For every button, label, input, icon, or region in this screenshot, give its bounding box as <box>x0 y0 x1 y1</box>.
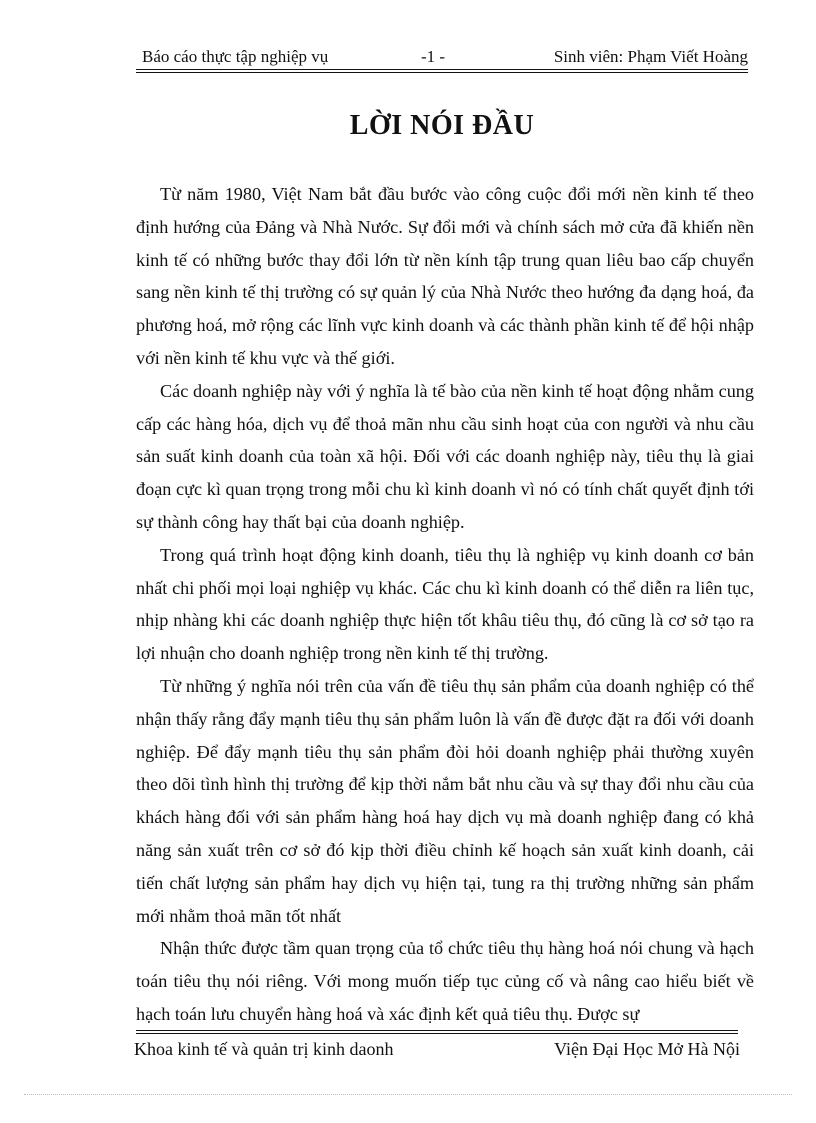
header-rule-secondary <box>136 72 748 73</box>
paragraph: Từ năm 1980, Việt Nam bắt đầu bước vào công cuộc đổi mới nền kinh tế theo định hướng của Đảng và Nhà Nước. Sự đổi mới và chính sách mở cửa đã khiến nền kinh tế có những bước thay đổi lớn từ nền kính tập trung quan liêu bao cấp chuyển sang nền kinh tế thị trường có sự quản lý của Nhà Nước theo hướng đa dạng hoá, đa phương hoá, mở rộng các lĩnh vực kinh doanh và các thành phần kinh tế để hội nhập với nền kinh tế khu vực và thế giới. <box>136 184 754 368</box>
page-title: LỜI NÓI ĐẦU <box>349 110 535 141</box>
footer-rule <box>136 1030 738 1031</box>
paragraph: Các doanh nghiệp này với ý nghĩa là tế bào của nền kinh tế hoạt động nhằm cung cấp các hàng hóa, dịch vụ để thoả mãn nhu cầu sinh hoạt của con người và nhu cầu sản suất kinh doanh của toàn xã hội. Đối với các doanh nghiệp này, tiêu thụ là giai đoạn cực kì quan trọng trong mỗi chu kì kinh doanh vì nó có tính chất quyết định tới sự thành công hay thất bại của doanh nghiệp. <box>136 380 754 532</box>
footer-institute: Viện Đại Học Mở Hà Nội <box>554 1039 740 1059</box>
header-report-title: Báo cáo thực tập nghiệp vụ <box>142 47 329 66</box>
paragraph: Từ những ý nghĩa nói trên của vấn đề tiêu thụ sản phẩm của doanh nghiệp có thể nhận thấy rằng đẩy mạnh tiêu thụ sản phẩm luôn là vấn đề được đặt ra đối với doanh nghiệp. Để đẩy mạnh tiêu thụ sản phẩm đòi hỏi doanh nghiệp phải thường xuyên theo dõi tình hình thị trường để kịp thời nắm bắt nhu cầu và sự thay đổi nhu cầu của khách hàng đối với sản phẩm hàng hoá hay dịch vụ mà doanh nghiệp đang có khả năng sản xuất trên cơ sở đó kịp thời điều chỉnh kế hoạch sản xuất kinh doanh, cải tiến chất lượng sản phẩm hay dịch vụ hiện tại, tung ra thị trường những sản phẩm mới nhằm thoả mãn tốt nhất <box>136 675 754 926</box>
footer-faculty: Khoa kinh tế và quản trị kinh daonh <box>134 1039 394 1059</box>
paragraph: Trong quá trình hoạt động kinh doanh, tiêu thụ là nghiệp vụ kinh doanh cơ bản nhất chi phối mọi loại nghiệp vụ khác. Các chu kì kinh doanh có thể diễn ra liên tục, nhịp nhàng khi các doanh nghiệp thực hiện tốt khâu tiêu thụ, đó cũng là cơ sở tạo ra lợi nhuận cho doanh nghiệp trong nền kinh tế thị trường. <box>136 544 754 664</box>
header-rule <box>136 69 748 70</box>
page-edge-divider <box>24 1094 792 1095</box>
page-header <box>136 44 748 70</box>
body-text <box>136 178 754 1031</box>
footer-rule-secondary <box>136 1033 738 1034</box>
paragraph: Nhận thức được tầm quan trọng của tổ chức tiêu thụ hàng hoá nói chung và hạch toán tiêu thụ nói riêng. Với mong muốn tiếp tục củng cố và nâng cao hiểu biết về hạch toán lưu chuyển hàng hoá và xác định kết quả tiêu thụ. Được sự <box>136 938 754 1024</box>
header-page-number: -1 - <box>421 47 446 66</box>
header-student-name: Sinh viên: Phạm Viết Hoàng <box>553 47 748 66</box>
page-footer <box>134 1036 740 1062</box>
